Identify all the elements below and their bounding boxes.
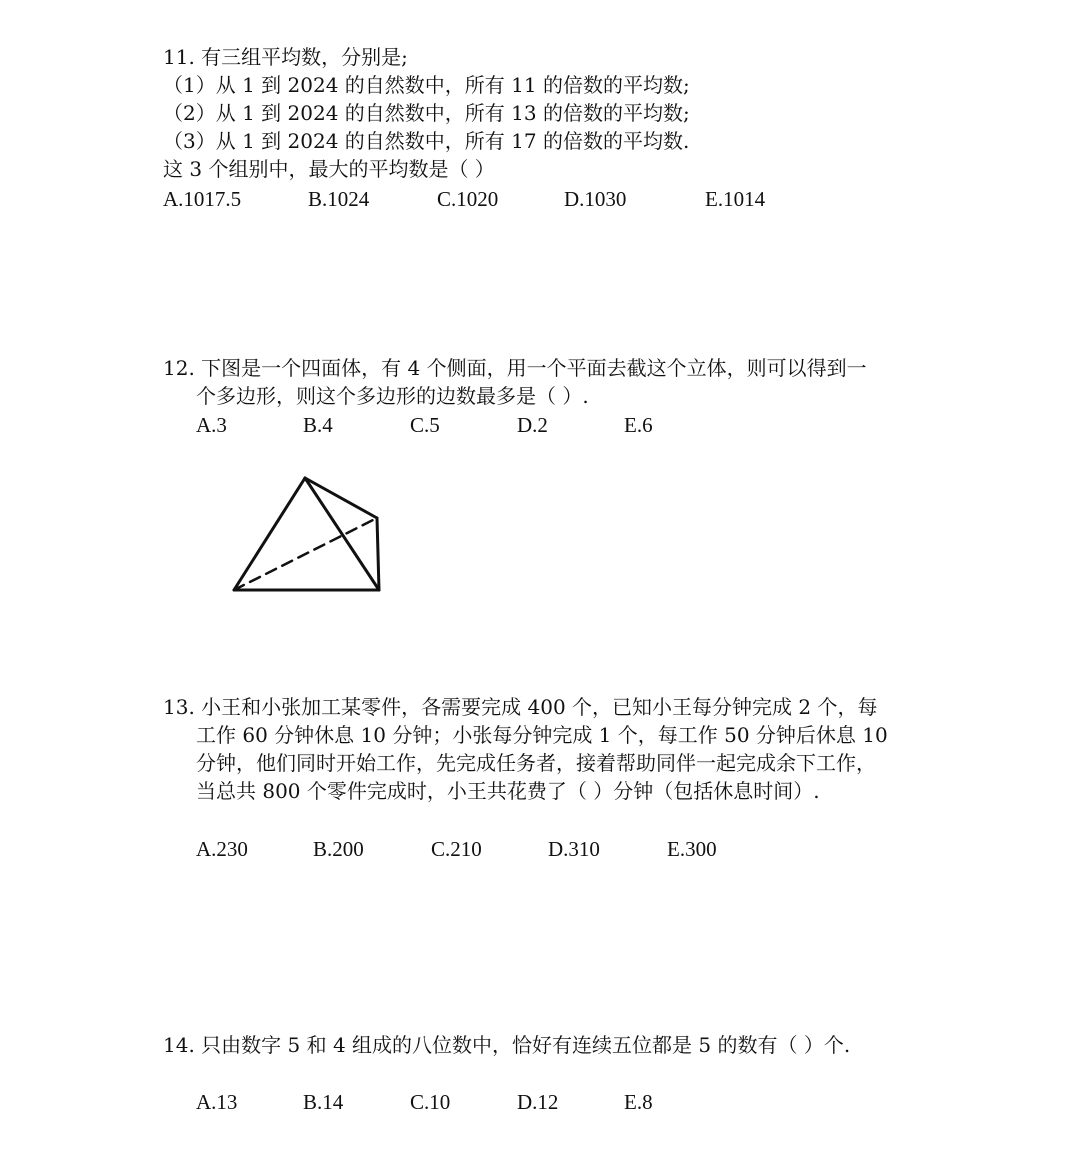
q14-option-b: B.14 — [303, 1090, 344, 1114]
q12-options — [0, 413, 1080, 437]
q12-option-c: C.5 — [410, 413, 440, 437]
q11-option-d: D.1030 — [564, 187, 627, 211]
q14-option-e: E.8 — [624, 1090, 653, 1114]
q12-option-e: E.6 — [624, 413, 653, 437]
q13-option-e: E.300 — [667, 837, 717, 861]
q11-option-a: A.1017.5 — [163, 187, 242, 211]
q11-item-2: （2）从 1 到 2024 的自然数中，所有 13 的倍数的平均数; — [163, 101, 690, 125]
q13-option-b: B.200 — [313, 837, 364, 861]
q14-options — [0, 1090, 1080, 1114]
q12-option-b: B.4 — [303, 413, 333, 437]
q14-option-a: A.13 — [196, 1090, 238, 1114]
q13-stem-line-1: 13. 小王和小张加工某零件，各需要完成 400 个，已知小王每分钟完成 2 个，每 — [163, 695, 878, 719]
q11-option-e: E.1014 — [705, 187, 766, 211]
q11-options — [0, 187, 1080, 211]
tetrahedron-edge-back-front — [377, 518, 379, 590]
q13-option-a: A.230 — [196, 837, 248, 861]
q12-stem-line-2: 个多边形，则这个多边形的边数最多是（ ）. — [196, 384, 589, 408]
q14-stem: 14. 只由数字 5 和 4 组成的八位数中，恰好有连续五位都是 5 的数有（ ）个. — [163, 1033, 851, 1057]
q11-question: 这 3 个组别中，最大的平均数是（ ） — [163, 157, 495, 181]
q12-option-a: A.3 — [196, 413, 227, 437]
q13-option-c: C.210 — [431, 837, 482, 861]
tetrahedron-edge-apex-back — [305, 478, 377, 518]
q14-option-d: D.12 — [517, 1090, 559, 1114]
q13-stem-line-4: 当总共 800 个零件完成时，小王共花费了（ ）分钟（包括休息时间）. — [196, 779, 820, 803]
q13-stem-line-3: 分钟，他们同时开始工作，先完成任务者，接着帮助同伴一起完成余下工作， — [196, 751, 876, 775]
tetrahedron-figure — [225, 470, 390, 600]
q11-item-3: （3）从 1 到 2024 的自然数中，所有 17 的倍数的平均数. — [163, 129, 690, 153]
q13-stem-line-2: 工作 60 分钟休息 10 分钟；小张每分钟完成 1 个，每工作 50 分钟后休息 10 — [196, 723, 888, 747]
q11-item-1: （1）从 1 到 2024 的自然数中，所有 11 的倍数的平均数; — [163, 73, 690, 97]
q13-options — [0, 837, 1080, 861]
q12-option-d: D.2 — [517, 413, 548, 437]
q11-option-c: C.1020 — [437, 187, 499, 211]
q12-stem-line-1: 12. 下图是一个四面体，有 4 个侧面，用一个平面去截这个立体，则可以得到一 — [163, 356, 867, 380]
q11-option-b: B.1024 — [308, 187, 370, 211]
q11-stem: 11. 有三组平均数，分别是; — [163, 45, 408, 69]
q14-option-c: C.10 — [410, 1090, 451, 1114]
tetrahedron-edge-apex-front — [305, 478, 379, 590]
q13-option-d: D.310 — [548, 837, 600, 861]
